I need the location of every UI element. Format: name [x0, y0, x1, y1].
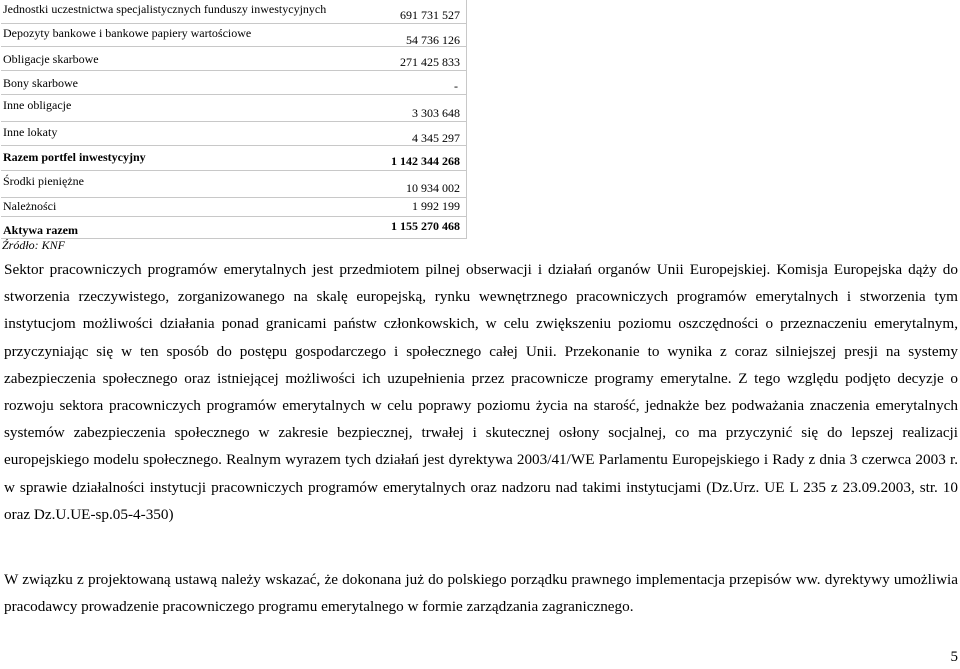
row-label: Obligacje skarbowe: [3, 52, 99, 66]
row-value: 1 992 199: [412, 199, 460, 213]
row-label: Inne lokaty: [3, 125, 58, 139]
row-value: 10 934 002: [406, 181, 460, 195]
table-border: [466, 0, 467, 239]
table-row: [1, 0, 466, 24]
table-row: [1, 47, 466, 71]
table-source-note: Źródło: KNF: [2, 238, 66, 252]
row-value: -: [454, 79, 458, 93]
row-label: Bony skarbowe: [3, 76, 78, 90]
row-label: Jednostki uczestnictwa specjalistycznych funduszy inwestycyjnych: [3, 2, 327, 16]
row-label: Należności: [3, 199, 57, 213]
row-label: Razem portfel inwestycyjny: [3, 150, 146, 164]
table-row: [1, 171, 466, 198]
row-value: 1 155 270 468: [391, 219, 460, 233]
page-number: 5: [950, 649, 958, 665]
row-value: 3 303 648: [412, 106, 460, 120]
table-row: [1, 217, 466, 239]
table-row: [1, 95, 466, 122]
table-row: [1, 71, 466, 95]
row-value: 4 345 297: [412, 131, 460, 145]
table-row: [1, 24, 466, 47]
table-row: [1, 122, 466, 146]
body-paragraph: W związku z projektowaną ustawą należy wskazać, że dokonana już do polskiego porządku prawnego implementacja przepisów ww. dyrektywy umożliwia pracodawcy prowadzenie pracowniczego programu emerytalnego w formie zarządzania zagranicznego.: [4, 571, 958, 616]
row-value: 691 731 527: [400, 8, 460, 22]
row-label: Depozyty bankowe i bankowe papiery wartościowe: [3, 26, 252, 40]
assets-table: [1, 0, 466, 239]
row-value: 54 736 126: [406, 33, 460, 47]
row-value: 271 425 833: [400, 55, 460, 69]
row-label: Aktywa razem: [3, 223, 78, 237]
table-row: [1, 198, 466, 217]
row-label: Środki pieniężne: [3, 174, 84, 188]
row-label: Inne obligacje: [3, 98, 72, 112]
row-value: 1 142 344 268: [391, 154, 460, 168]
body-paragraph: Sektor pracowniczych programów emerytalnych jest przedmiotem pilnej obserwacji i działań organów Unii Europejskiej. Komisja Europejska dąży do stworzenia rzeczywistego, zorganizowanego na skalę europejską, rynku wewnętrznego pracowniczych programów emerytalnych i stworzenia tym instytucjom możliwości działania ponad granicami państw członkowskich, w celu zwiększeniu poziomu oszczędności o przeznaczeniu emerytalnym, przyczyniając się w ten sposób do postępu gospodarczego i społecznego całej Unii. Przekonanie to wynika z coraz silniejszej presji na systemy zabezpieczenia społecznego oraz istniejącej możliwości ich uzupełnienia przez pracownicze programy emerytalne. Z tego względu podjęto decyzje o rozwoju sektora pracowniczych programów emerytalnych w celu poprawy poziomu życia na starość, jednakże bez podważania znaczenia emerytalnych systemów zabezpieczenia społecznego w zakresie bezpiecznej, trwałej i skutecznej osłony socjalnej, co ma przyczynić się do lepszej realizacji europejskiego modelu społecznego. Realnym wyrazem tych działań jest dyrektywa 2003/41/WE Parlamentu Europejskiego i Rady z dnia 3 czerwca 2003 r. w sprawie działalności instytucji pracowniczych programów emerytalnych oraz nadzoru nad takimi instytucjami (Dz.Urz. UE L 235 z 23.09.2003, str. 10 oraz Dz.U.UE-sp.05-4-350): [4, 261, 958, 523]
table-row: [1, 146, 466, 171]
